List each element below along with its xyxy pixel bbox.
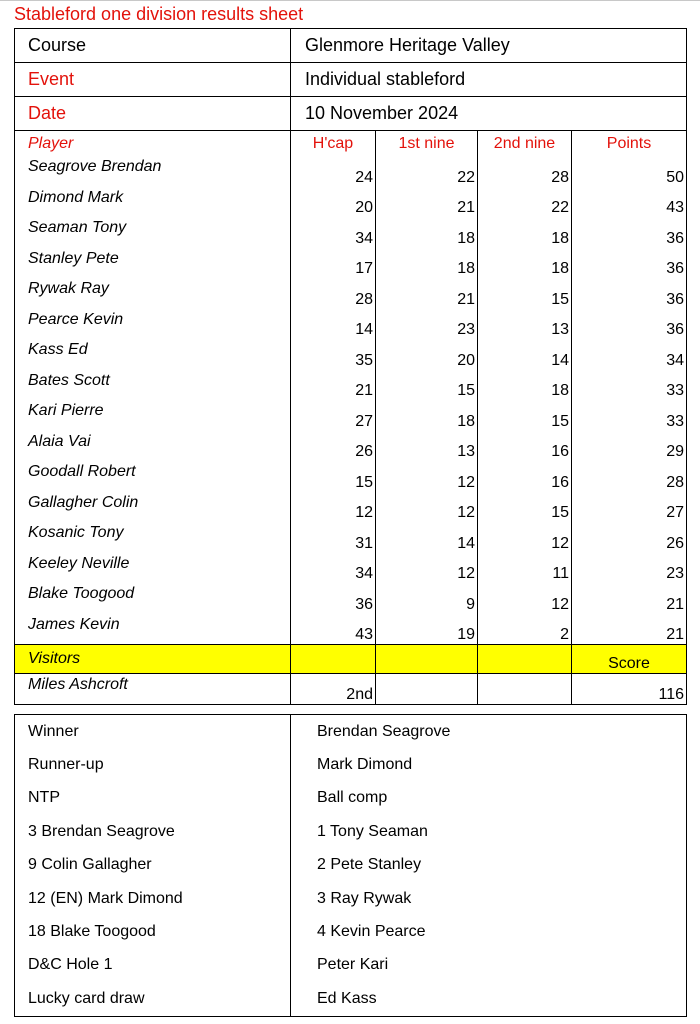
player-handicap: 15	[291, 461, 376, 492]
player-second-nine: 18	[478, 370, 572, 401]
player-first-nine: 14	[376, 522, 478, 553]
player-second-nine: 2	[478, 614, 572, 645]
player-name: Dimond Mark	[15, 187, 291, 218]
player-first-nine: 20	[376, 339, 478, 370]
player-row	[15, 156, 687, 187]
player-first-nine: 12	[376, 553, 478, 584]
player-handicap: 27	[291, 400, 376, 431]
header-row	[15, 97, 687, 131]
summary-label: Lucky card draw	[15, 982, 291, 1016]
player-row	[15, 248, 687, 279]
player-row	[15, 370, 687, 401]
player-first-nine: 12	[376, 492, 478, 523]
visitors-empty-cell	[376, 645, 478, 674]
player-name: Goodall Robert	[15, 461, 291, 492]
player-points: 43	[572, 187, 687, 218]
player-name: Blake Toogood	[15, 583, 291, 614]
player-points: 36	[572, 278, 687, 309]
player-name: Bates Scott	[15, 370, 291, 401]
player-points: 23	[572, 553, 687, 584]
player-second-nine: 11	[478, 553, 572, 584]
player-points: 36	[572, 309, 687, 340]
player-points: 36	[572, 217, 687, 248]
visitors-row	[15, 645, 687, 674]
player-name: Kass Ed	[15, 339, 291, 370]
player-handicap: 20	[291, 187, 376, 218]
summary-label: NTP	[15, 782, 291, 815]
header-row	[15, 63, 687, 97]
player-points: 27	[572, 492, 687, 523]
summary-label: Runner-up	[15, 748, 291, 781]
player-name: James Kevin	[15, 614, 291, 645]
player-handicap: 43	[291, 614, 376, 645]
player-name: Seaman Tony	[15, 217, 291, 248]
summary-value: 4 Kevin Pearce	[291, 915, 687, 948]
player-first-nine: 18	[376, 248, 478, 279]
results-table	[14, 28, 687, 705]
header-value: 10 November 2024	[291, 97, 687, 131]
player-points: 36	[572, 248, 687, 279]
player-name: Stanley Pete	[15, 248, 291, 279]
header-label: Course	[15, 29, 291, 63]
summary-row	[15, 815, 687, 848]
player-row	[15, 309, 687, 340]
player-handicap: 35	[291, 339, 376, 370]
summary-value: Mark Dimond	[291, 748, 687, 781]
column-header-second-nine: 2nd nine	[478, 131, 572, 157]
player-second-nine: 12	[478, 522, 572, 553]
player-first-nine: 19	[376, 614, 478, 645]
player-points: 50	[572, 156, 687, 187]
summary-value: 1 Tony Seaman	[291, 815, 687, 848]
summary-value: 3 Ray Rywak	[291, 882, 687, 915]
header-value: Glenmore Heritage Valley	[291, 29, 687, 63]
player-points: 29	[572, 431, 687, 462]
player-handicap: 21	[291, 370, 376, 401]
player-first-nine: 13	[376, 431, 478, 462]
player-handicap: 34	[291, 217, 376, 248]
player-points: 26	[572, 522, 687, 553]
player-points: 34	[572, 339, 687, 370]
player-handicap: 26	[291, 431, 376, 462]
player-second-nine: 18	[478, 217, 572, 248]
player-first-nine: 15	[376, 370, 478, 401]
player-name: Gallagher Colin	[15, 492, 291, 523]
top-rule	[0, 0, 700, 1]
summary-label: 12 (EN) Mark Dimond	[15, 882, 291, 915]
sheet-title: Stableford one division results sheet	[14, 4, 304, 24]
summary-label: 9 Colin Gallagher	[15, 849, 291, 882]
player-name: Kosanic Tony	[15, 522, 291, 553]
player-name: Keeley Neville	[15, 553, 291, 584]
guest-row	[15, 674, 687, 705]
summary-value: Brendan Seagrove	[291, 715, 687, 749]
guest-place: 2nd	[291, 674, 376, 705]
visitors-label: Visitors	[15, 645, 291, 674]
summary-label: Winner	[15, 715, 291, 749]
player-name: Rywak Ray	[15, 278, 291, 309]
player-points: 33	[572, 400, 687, 431]
guest-score: 116	[572, 674, 687, 705]
player-row	[15, 461, 687, 492]
player-second-nine: 15	[478, 278, 572, 309]
player-second-nine: 18	[478, 248, 572, 279]
player-second-nine: 15	[478, 400, 572, 431]
player-row	[15, 400, 687, 431]
summary-value: Ball comp	[291, 782, 687, 815]
player-first-nine: 23	[376, 309, 478, 340]
guest-empty-cell	[478, 674, 572, 705]
header-label: Event	[15, 63, 291, 97]
player-points: 28	[572, 461, 687, 492]
player-row	[15, 583, 687, 614]
column-header-first-nine: 1st nine	[376, 131, 478, 157]
player-first-nine: 22	[376, 156, 478, 187]
summary-table	[14, 714, 687, 1017]
visitors-empty-cell	[291, 645, 376, 674]
summary-row	[15, 715, 687, 749]
player-first-nine: 12	[376, 461, 478, 492]
player-row	[15, 553, 687, 584]
player-handicap: 24	[291, 156, 376, 187]
summary-row	[15, 949, 687, 982]
summary-row	[15, 782, 687, 815]
column-header-points: Points	[572, 131, 687, 157]
player-points: 33	[572, 370, 687, 401]
player-name: Alaia Vai	[15, 431, 291, 462]
column-header-row	[15, 131, 687, 157]
player-points: 21	[572, 583, 687, 614]
summary-value: 2 Pete Stanley	[291, 849, 687, 882]
player-name: Kari Pierre	[15, 400, 291, 431]
column-header-player: Player	[15, 131, 291, 157]
player-handicap: 36	[291, 583, 376, 614]
player-handicap: 17	[291, 248, 376, 279]
summary-row	[15, 748, 687, 781]
player-row	[15, 431, 687, 462]
player-first-nine: 18	[376, 400, 478, 431]
player-row	[15, 339, 687, 370]
player-name: Seagrove Brendan	[15, 156, 291, 187]
player-row	[15, 522, 687, 553]
player-second-nine: 22	[478, 187, 572, 218]
player-handicap: 14	[291, 309, 376, 340]
player-name: Pearce Kevin	[15, 309, 291, 340]
player-row	[15, 217, 687, 248]
player-points: 21	[572, 614, 687, 645]
summary-label: 18 Blake Toogood	[15, 915, 291, 948]
player-second-nine: 16	[478, 431, 572, 462]
player-row	[15, 492, 687, 523]
guest-name: Miles Ashcroft	[15, 674, 291, 705]
guest-empty-cell	[376, 674, 478, 705]
player-first-nine: 21	[376, 278, 478, 309]
player-second-nine: 14	[478, 339, 572, 370]
visitors-empty-cell	[478, 645, 572, 674]
player-row	[15, 278, 687, 309]
summary-row	[15, 849, 687, 882]
player-first-nine: 18	[376, 217, 478, 248]
summary-row	[15, 915, 687, 948]
player-first-nine: 9	[376, 583, 478, 614]
player-second-nine: 16	[478, 461, 572, 492]
player-second-nine: 28	[478, 156, 572, 187]
summary-label: D&C Hole 1	[15, 949, 291, 982]
summary-value: Ed Kass	[291, 982, 687, 1016]
header-row	[15, 29, 687, 63]
player-handicap: 28	[291, 278, 376, 309]
header-label: Date	[15, 97, 291, 131]
player-handicap: 34	[291, 553, 376, 584]
player-second-nine: 13	[478, 309, 572, 340]
player-row	[15, 187, 687, 218]
player-handicap: 31	[291, 522, 376, 553]
visitors-score-label: Score	[572, 645, 687, 674]
player-row	[15, 614, 687, 645]
player-second-nine: 12	[478, 583, 572, 614]
header-value: Individual stableford	[291, 63, 687, 97]
player-second-nine: 15	[478, 492, 572, 523]
column-header-hcap: H'cap	[291, 131, 376, 157]
summary-value: Peter Kari	[291, 949, 687, 982]
summary-label: 3 Brendan Seagrove	[15, 815, 291, 848]
player-handicap: 12	[291, 492, 376, 523]
summary-row	[15, 882, 687, 915]
player-first-nine: 21	[376, 187, 478, 218]
summary-row	[15, 982, 687, 1016]
